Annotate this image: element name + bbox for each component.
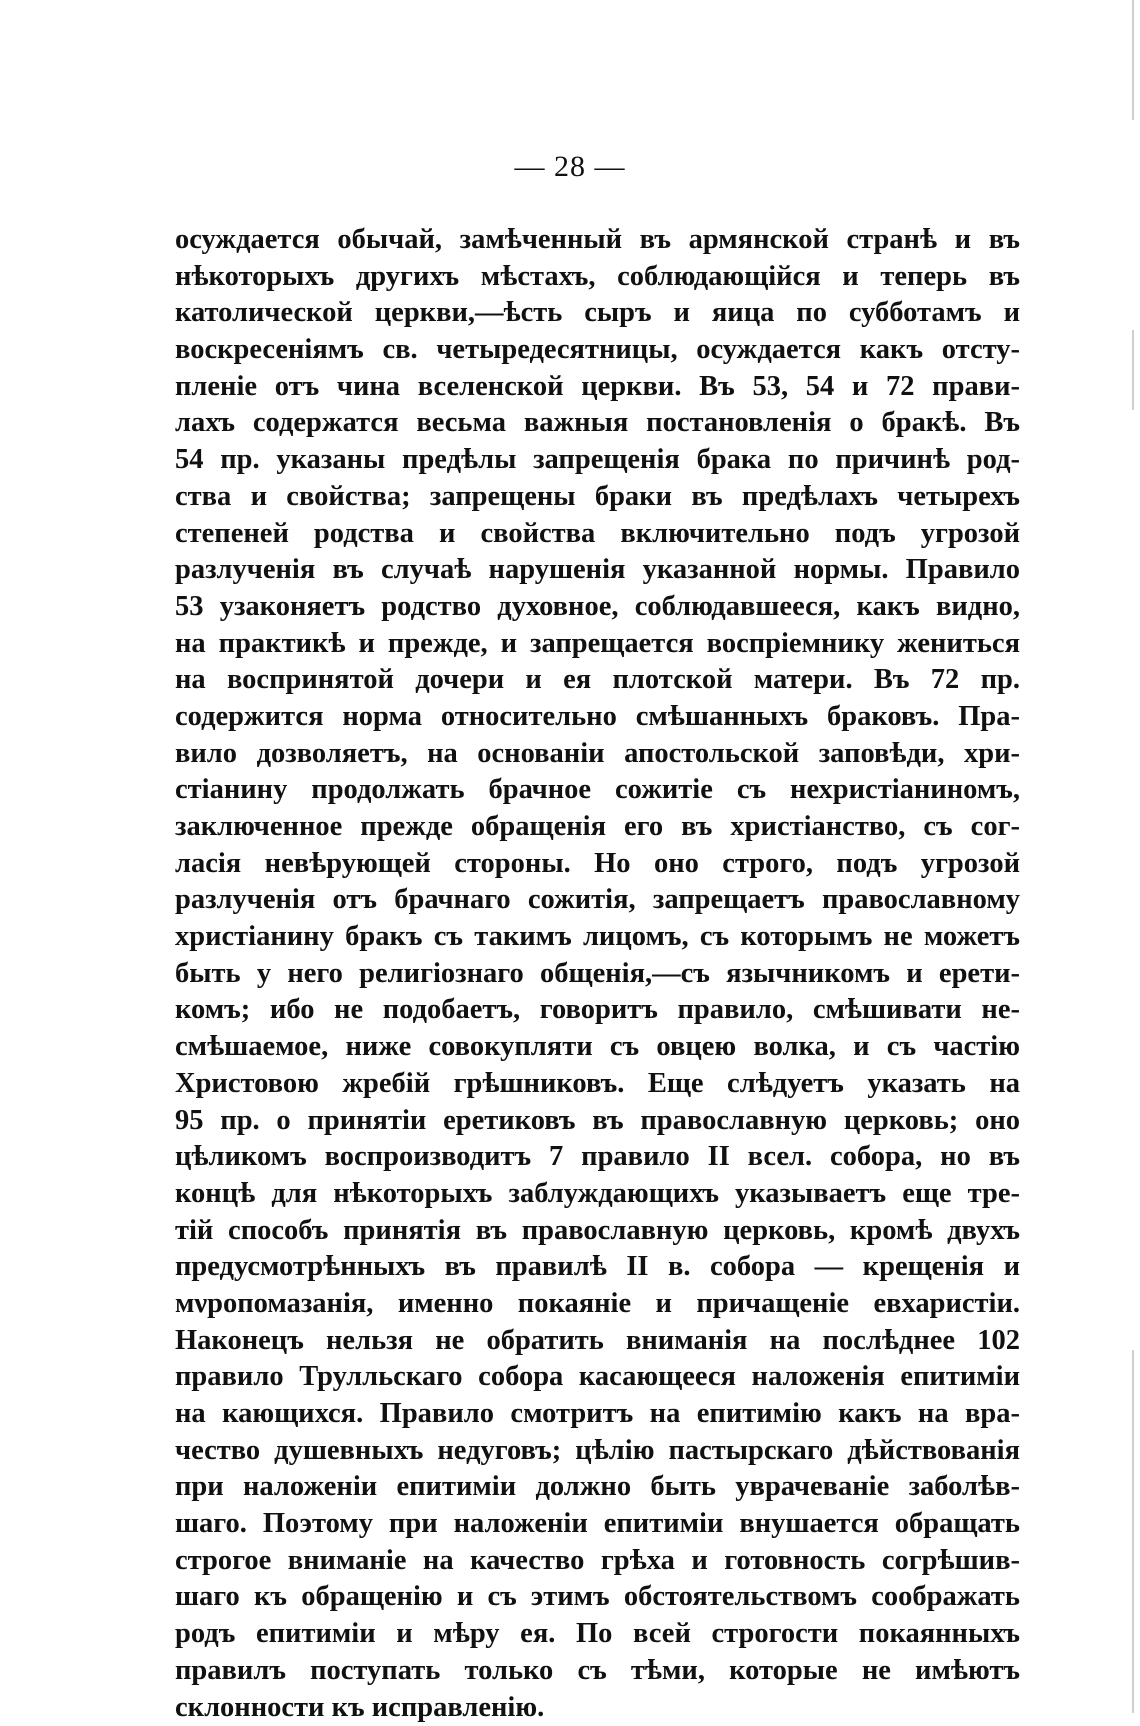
text-line: при наложеніи епитиміи должно быть уврачеваніе заболѣв- (175, 1469, 1020, 1506)
text-line: строгое вниманіе на качество грѣха и готовность согрѣшив- (175, 1543, 1020, 1580)
text-line: 54 пр. указаны предѣлы запрещенія брака по причинѣ род- (175, 442, 1020, 479)
text-line: осуждается обычай, замѣченный въ армянской странѣ и въ (175, 222, 1020, 259)
text-line: на практикѣ и прежде, и запрещается воспріемнику жениться (175, 626, 1020, 663)
page-edge-line (1132, 0, 1134, 120)
text-line: католической церкви,—ѣсть сыръ и яица по субботамъ и (175, 295, 1020, 332)
text-line: вило дозволяетъ, на основаніи апостольской заповѣди, хри- (175, 736, 1020, 773)
text-line: правилъ поступать только съ тѣми, которые не имѣютъ (175, 1653, 1020, 1690)
text-line: содержится норма относительно смѣшанныхъ браковъ. Пра- (175, 699, 1020, 736)
page-edge-line (1132, 1350, 1134, 1713)
text-line: лахъ содержатся весьма важныя постановленія о бракѣ. Въ (175, 405, 1020, 442)
text-line: мνропомазанія, именно покаяніе и причащеніе евхаристіи. (175, 1286, 1020, 1323)
page-number: — 28 — (0, 150, 1140, 184)
page-edge-line (1132, 330, 1134, 410)
text-line: Христовою жребій грѣшниковъ. Еще слѣдуетъ указать на (175, 1066, 1020, 1103)
text-line: разлученія отъ брачнаго сожитія, запрещаетъ православному (175, 882, 1020, 919)
text-line: шаго. Поэтому при наложеніи епитиміи внушается обращать (175, 1506, 1020, 1543)
text-line: смѣшаемое, ниже совокупляти съ овцею волка, и съ частію (175, 1029, 1020, 1066)
text-line: ласія невѣрующей стороны. Но оно строго, подъ угрозой (175, 846, 1020, 883)
text-line: стіанину продолжать брачное сожитіе съ нехристіаниномъ, (175, 772, 1020, 809)
text-line: правило Трулльскаго собора касающееся наложенія епитиміи (175, 1359, 1020, 1396)
text-line: нѣкоторыхъ другихъ мѣстахъ, соблюдающійся и теперь въ (175, 259, 1020, 296)
text-line: предусмотрѣнныхъ въ правилѣ II в. собора — крещенія и (175, 1249, 1020, 1286)
text-line: цѣликомъ воспроизводитъ 7 правило II всел. собора, но въ (175, 1139, 1020, 1176)
text-line: чество душевныхъ недуговъ; цѣлію пастырскаго дѣйствованія (175, 1433, 1020, 1470)
text-line: концѣ для нѣкоторыхъ заблуждающихъ указываетъ еще тре- (175, 1176, 1020, 1213)
text-line: 95 пр. о принятіи еретиковъ въ православную церковь; оно (175, 1103, 1020, 1140)
text-line: быть у него религіознаго общенія,—съ язычникомъ и ерети- (175, 956, 1020, 993)
text-line: на воспринятой дочери и ея плотской матери. Въ 72 пр. (175, 662, 1020, 699)
text-line: заключенное прежде обращенія его въ христіанство, съ сог- (175, 809, 1020, 846)
text-line: 53 узаконяетъ родство духовное, соблюдавшееся, какъ видно, (175, 589, 1020, 626)
text-line: склонности къ исправленію. (175, 1690, 1020, 1726)
text-line: комъ; ибо не подобаетъ, говоритъ правило, смѣшивати не- (175, 992, 1020, 1029)
text-line: пленіе отъ чина вселенской церкви. Въ 53, 54 и 72 прави- (175, 369, 1020, 406)
text-line: на кающихся. Правило смотритъ на епитимію какъ на вра- (175, 1396, 1020, 1433)
text-line: шаго къ обращенію и съ этимъ обстоятельствомъ соображать (175, 1579, 1020, 1616)
body-text (175, 222, 1020, 1726)
text-line: ства и свойства; запрещены браки въ предѣлахъ четырехъ (175, 479, 1020, 516)
text-line: воскресеніямъ св. четыредесятницы, осуждается какъ отсту- (175, 332, 1020, 369)
text-line: тій способъ принятія въ православную церковь, кромѣ двухъ (175, 1213, 1020, 1250)
text-line: степеней родства и свойства включительно подъ угрозой (175, 516, 1020, 553)
text-line: христіанину бракъ съ такимъ лицомъ, съ которымъ не можетъ (175, 919, 1020, 956)
text-line: родъ епитиміи и мѣру ея. По всей строгости покаянныхъ (175, 1616, 1020, 1653)
text-line: Наконецъ нельзя не обратить вниманія на послѣднее 102 (175, 1323, 1020, 1360)
text-line: разлученія въ случаѣ нарушенія указанной нормы. Правило (175, 552, 1020, 589)
